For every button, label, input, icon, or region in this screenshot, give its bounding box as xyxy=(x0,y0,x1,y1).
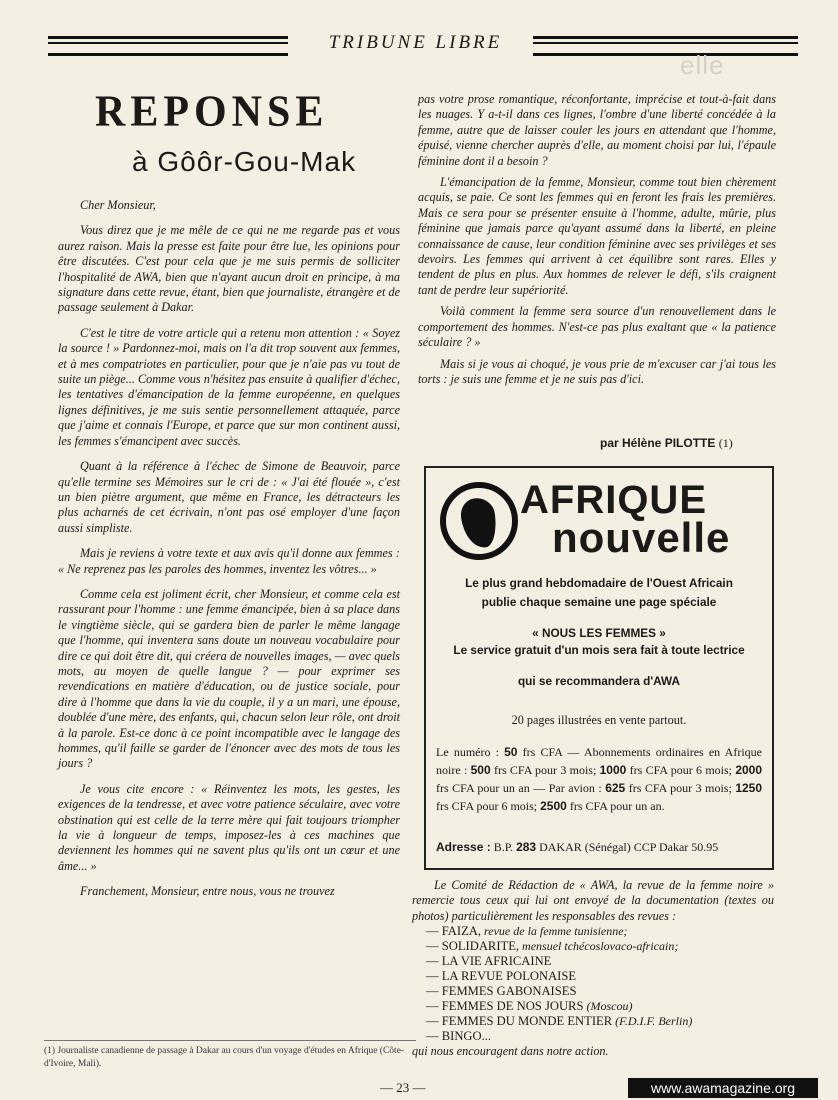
ad-line: « NOUS LES FEMMES » xyxy=(532,626,666,640)
ad-pages-line: 20 pages illustrées en vente partout. xyxy=(511,713,687,727)
paragraph: Quant à la référence à l'échec de Simone de Beauvoir, parce qu'elle termine ses Mémoires sur le cri de : « J'ai été flouée », c'est un bien piètre argument, que même en France, les détracteurs les plus acharnés de cet écrivain, n'ont pas osé employer d'une façon aussi simpliste. xyxy=(58,459,400,535)
afrique-nouvelle-logo xyxy=(440,478,760,572)
price-value: 625 xyxy=(605,781,626,795)
header-rule-left xyxy=(48,36,288,56)
bleed-through-text: elle xyxy=(680,50,725,80)
paragraph: pas votre prose romantique, réconfortante, imprécise et tout-à-fait dans les nuages. Y a-t-il dans ces lignes, l'ombre d'une liberté concédée à la femme, autre que de laisser couler les jours en attendant que l'homme, épuisé, vienne chercher auprès d'elle, au moment choisi par lui, l'épaule féminine dont il a besoin ? xyxy=(418,92,776,168)
article-right-column xyxy=(418,92,776,393)
list-item: — SOLIDARITE, mensuel tchécoslovaco-africain; xyxy=(426,939,679,954)
price-text: frs CFA pour 3 mois; xyxy=(625,781,736,795)
afrique-nouvelle-advert xyxy=(424,466,774,870)
paragraph: Mais je reviens à votre texte et aux avis qu'il donne aux femmes : « Ne reprenez pas les paroles des hommes, inventez les vôtres... » xyxy=(58,546,400,576)
list-item: — FEMMES DU MONDE ENTIER (F.D.I.F. Berlin) xyxy=(426,1014,693,1029)
paragraph: Voilà comment la femme sera source d'un renouvellement dans le comportement des hommes. N'est-ce pas plus exaltant que « la patience séculaire ? » xyxy=(418,304,776,350)
price-value: 2500 xyxy=(540,799,567,813)
address-text: B.P. xyxy=(490,840,517,854)
paragraph: Franchement, Monsieur, entre nous, vous ne trouvez xyxy=(80,884,335,899)
ad-prices xyxy=(436,743,762,815)
price-text: frs CFA pour un an. xyxy=(566,799,665,813)
logo-word-afrique: AFRIQUE xyxy=(520,478,707,522)
logo-word-nouvelle: nouvelle xyxy=(552,514,731,561)
price-text: Le numéro : xyxy=(436,745,505,759)
committee-intro: Le Comité de Rédaction de « AWA, la revue de la femme noire » remercie tous ceux qui lui ont envoyé de la documentation (textes ou photos) particulièrement les responsables des revues : xyxy=(412,878,774,923)
footnote: (1) Journaliste canadienne de passage à Dakar au cours d'un voyage d'études en Afrique (Côte-d'Ivoire, Mali). xyxy=(44,1040,416,1071)
list-item: — BINGO... xyxy=(426,1029,492,1044)
article-headline: REPONSE xyxy=(95,87,329,137)
committee-thanks xyxy=(412,878,774,1060)
price-text: frs CFA pour 6 mois; xyxy=(626,763,736,777)
list-item: — LA VIE AFRICAINE xyxy=(426,954,552,969)
list-item: — LA REVUE POLONAISE xyxy=(426,969,577,984)
paragraph: L'émancipation de la femme, Monsieur, comme tout bien chèrement acquis, se paie. Ce sont les femmes qui en feront les frais les premières. Mais ce sera pour se présenter ensuite à l'homme, adulte, mûrie, plus féminine que jamais parce qu'ayant assumé dans la liberté, en pleine connaissance de cause, leur condition féminine avec ses privilèges et ses devoirs. Les femmes qui arrivent à cet équilibre sont rares. Elles y tendent de plus en plus. Aux hommes de relever le défi, s'ils craignent tant de perdre leur supériorité. xyxy=(418,175,776,297)
ad-line: publie chaque semaine une page spéciale xyxy=(481,595,717,609)
list-item: — FEMMES GABONAISES xyxy=(426,984,577,999)
address-bp: 283 xyxy=(516,840,537,854)
price-value: 1000 xyxy=(599,763,627,777)
price-value: 2000 xyxy=(735,763,763,777)
list-item: — FAIZA, revue de la femme tunisienne; xyxy=(426,924,628,939)
paragraph: Comme cela est joliment écrit, cher Monsieur, et comme cela est rassurant pour l'homme : une femme émancipée, bien à sa place dans le vingtième siècle, qui se gardera bien de parler le même langage que l'homme, qui inventera sans doute un nouveau vocabulaire pour dire ce qui doit être dit, qui créera de nouvelles images, — avec quels mots, au moyen de quelle langue ? — pour exprimer ses revendications en matière d'éducation, ou de justice sociale, pour dire à l'homme que dans la vie du couple, il y a un mari, une épouse, doublée d'une mère, des enfants, qui, chacun selon leur rôle, ont droit à la parole. Est-ce donc à ce point incompatible avec le langage des hommes, qu'il faille se garder de l'énoncer avec des mots de tous les jours ? xyxy=(58,586,400,771)
page-number: — 23 — xyxy=(380,1080,426,1095)
price-value: 50 xyxy=(504,745,518,759)
price-text: frs CFA pour 6 mois; xyxy=(436,799,541,813)
ad-line: Le plus grand hebdomadaire de l'Ouest Africain xyxy=(465,576,733,590)
ad-line: Le service gratuit d'un mois sera fait à toute lectrice xyxy=(453,643,745,657)
committee-closing: qui nous encouragent dans notre action. xyxy=(412,1044,609,1059)
revue-list xyxy=(412,924,774,1044)
ad-line: qui se recommandera d'AWA xyxy=(517,674,681,688)
price-value: 500 xyxy=(470,763,491,777)
signature-footnote-marker: (1) xyxy=(718,436,733,450)
globe-icon xyxy=(440,482,518,560)
address-text: DAKAR (Sénégal) CCP Dakar 50.95 xyxy=(536,840,719,854)
ad-address xyxy=(436,840,762,855)
price-value: 1250 xyxy=(735,781,763,795)
price-text: frs CFA pour un an — Par avion : xyxy=(436,781,606,795)
site-watermark[interactable]: www.awamagazine.org xyxy=(628,1078,818,1098)
paragraph: Vous direz que je me mêle de ce qui ne me regarde pas et vous aurez raison. Mais la presse est faite pour être lue, les opinions pour être discutées. C'est pour cela que je me suis permis de solliciter l'hospitalité de AWA, bien que n'ayant aucun droit en principe, à ma signature dans cette revue, étant, bien que journaliste, étrangère et de passage seulement à Dakar. xyxy=(58,223,400,315)
list-item: — FEMMES DE NOS JOURS (Moscou) xyxy=(426,999,633,1014)
paragraph: Mais si je vous ai choqué, je vous prie de m'excuser car j'ai tous les torts : je suis une femme et je ne suis pas d'ici. xyxy=(418,356,776,386)
paragraph: Je vous cite encore : « Réinventez les mots, les gestes, les exigences de la tendresse, et avec votre patience séculaire, avec votre obstination qui est celle de la terre mère qui fait toujours triompher la vie à longueur de temps, imposez-les à ces machines que deviennent les hommes qui ne savent plus qu'ils ont un cœur et une âme... » xyxy=(58,781,400,873)
paragraph: C'est le titre de votre article qui a retenu mon attention : « Soyez la source ! » Pardonnez-moi, mais on l'a dit trop souvent aux femmes, et à mes compatriotes en particulier, pour que je n'aie pas vu tout de suite un piège... Comme vous n'hésitez pas ensuite à qualifier d'échec, les tentatives d'émancipation de la femme européenne, en quelques lignes définitives, je me suis sentie personnellement attaquée, parce que j'aime et connais l'Europe, et parce que sur mon continent aussi, les femmes s'émancipent avec succès. xyxy=(58,325,400,448)
author-signature xyxy=(600,436,733,451)
section-title: TRIBUNE LIBRE xyxy=(328,32,503,53)
signature-text: par Hélène PILOTTE xyxy=(600,436,716,450)
price-text: frs CFA pour 3 mois; xyxy=(490,763,600,777)
address-label: Adresse : xyxy=(436,840,491,854)
price-text: frs CFA — Abonnements ordinaires en Afrique noire : xyxy=(436,745,762,777)
article-subhead: à Gôôr-Gou-Mak xyxy=(132,146,357,177)
header-rule-right xyxy=(533,36,798,56)
salutation: Cher Monsieur, xyxy=(80,198,156,212)
article-left-column xyxy=(58,198,400,910)
